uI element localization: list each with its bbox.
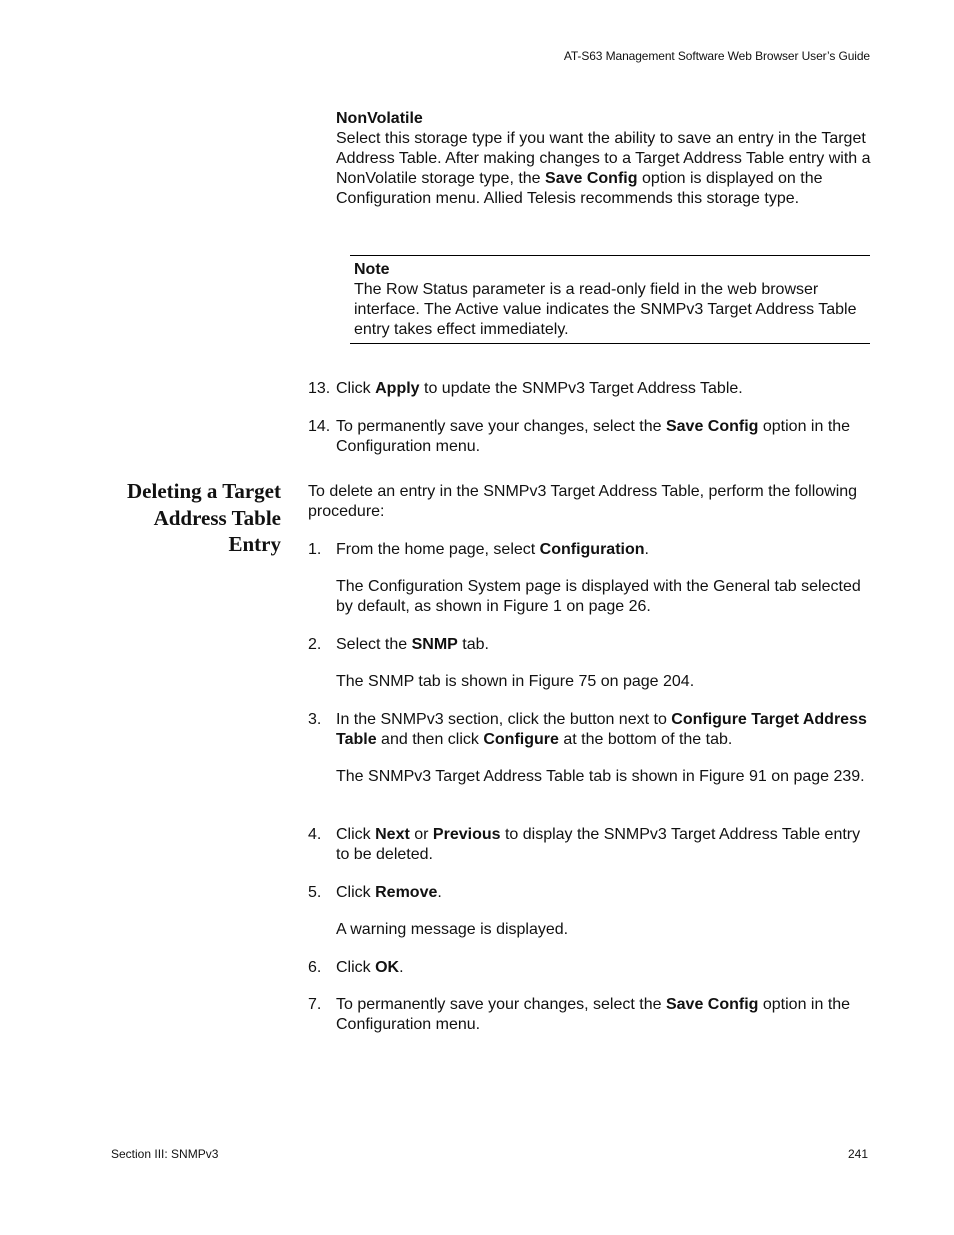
section-intro: To delete an entry in the SNMPv3 Target Address Table, perform the following procedure: [308, 483, 858, 520]
step-number: 5. [308, 884, 322, 901]
note-text: The Row Status parameter is a read-only field in the web browser interface. The Active value indicates the SNMPv3 Target Address Table entry takes effect immediately. [354, 281, 857, 338]
step-14: To permanently save your changes, select the Save Config option in the Configuration menu. [336, 418, 851, 455]
step-2: Select the SNMP tab. [336, 636, 489, 653]
note-box [350, 255, 870, 344]
step-1-result: The Configuration System page is displayed with the General tab selected by default, as shown in Figure 1 on page 26. [336, 578, 861, 615]
footer-section: Section III: SNMPv3 [111, 1147, 219, 1161]
step-number: 6. [308, 959, 322, 976]
nonvolatile-description: Select this storage type if you want the ability to save an entry in the Target Address Table. After making changes to a Target Address Table entry with a NonVolatile storage type, the Save Config option is displayed on the Configuration menu. Allied Telesis recommends this storage type. [336, 130, 871, 207]
running-header: AT-S63 Management Software Web Browser User’s Guide [563, 49, 870, 63]
step-13: Click Apply to update the SNMPv3 Target Address Table. [336, 380, 743, 397]
section-heading: Deleting a Target Address Table Entry [127, 479, 281, 556]
step-1: From the home page, select Configuration. [336, 541, 649, 558]
nonvolatile-heading: NonVolatile [336, 110, 423, 127]
step-4: Click Next or Previous to display the SNMPv3 Target Address Table entry to be deleted. [336, 826, 861, 863]
step-5: Click Remove. [336, 884, 442, 901]
step-number: 1. [308, 541, 322, 558]
note-content [354, 260, 864, 340]
step-6: Click OK. [336, 959, 404, 976]
step-number: 7. [308, 996, 322, 1013]
page-number: 241 [847, 1147, 868, 1161]
step-5-result: A warning message is displayed. [336, 921, 569, 938]
note-title: Note [354, 261, 390, 278]
step-number: 4. [308, 826, 322, 843]
step-number: 3. [308, 711, 322, 728]
step-7: To permanently save your changes, select the Save Config option in the Configuration menu. [336, 996, 851, 1033]
step-number: 2. [308, 636, 322, 653]
step-2-result: The SNMP tab is shown in Figure 75 on page 204. [336, 673, 695, 690]
step-3: In the SNMPv3 section, click the button next to Configure Target Address Table and then click Configure at the bottom of the tab. [336, 711, 867, 748]
step-number: 14. [308, 418, 331, 435]
step-number: 13. [308, 380, 331, 397]
step-3-result: The SNMPv3 Target Address Table tab is shown in Figure 91 on page 239. [336, 768, 865, 785]
